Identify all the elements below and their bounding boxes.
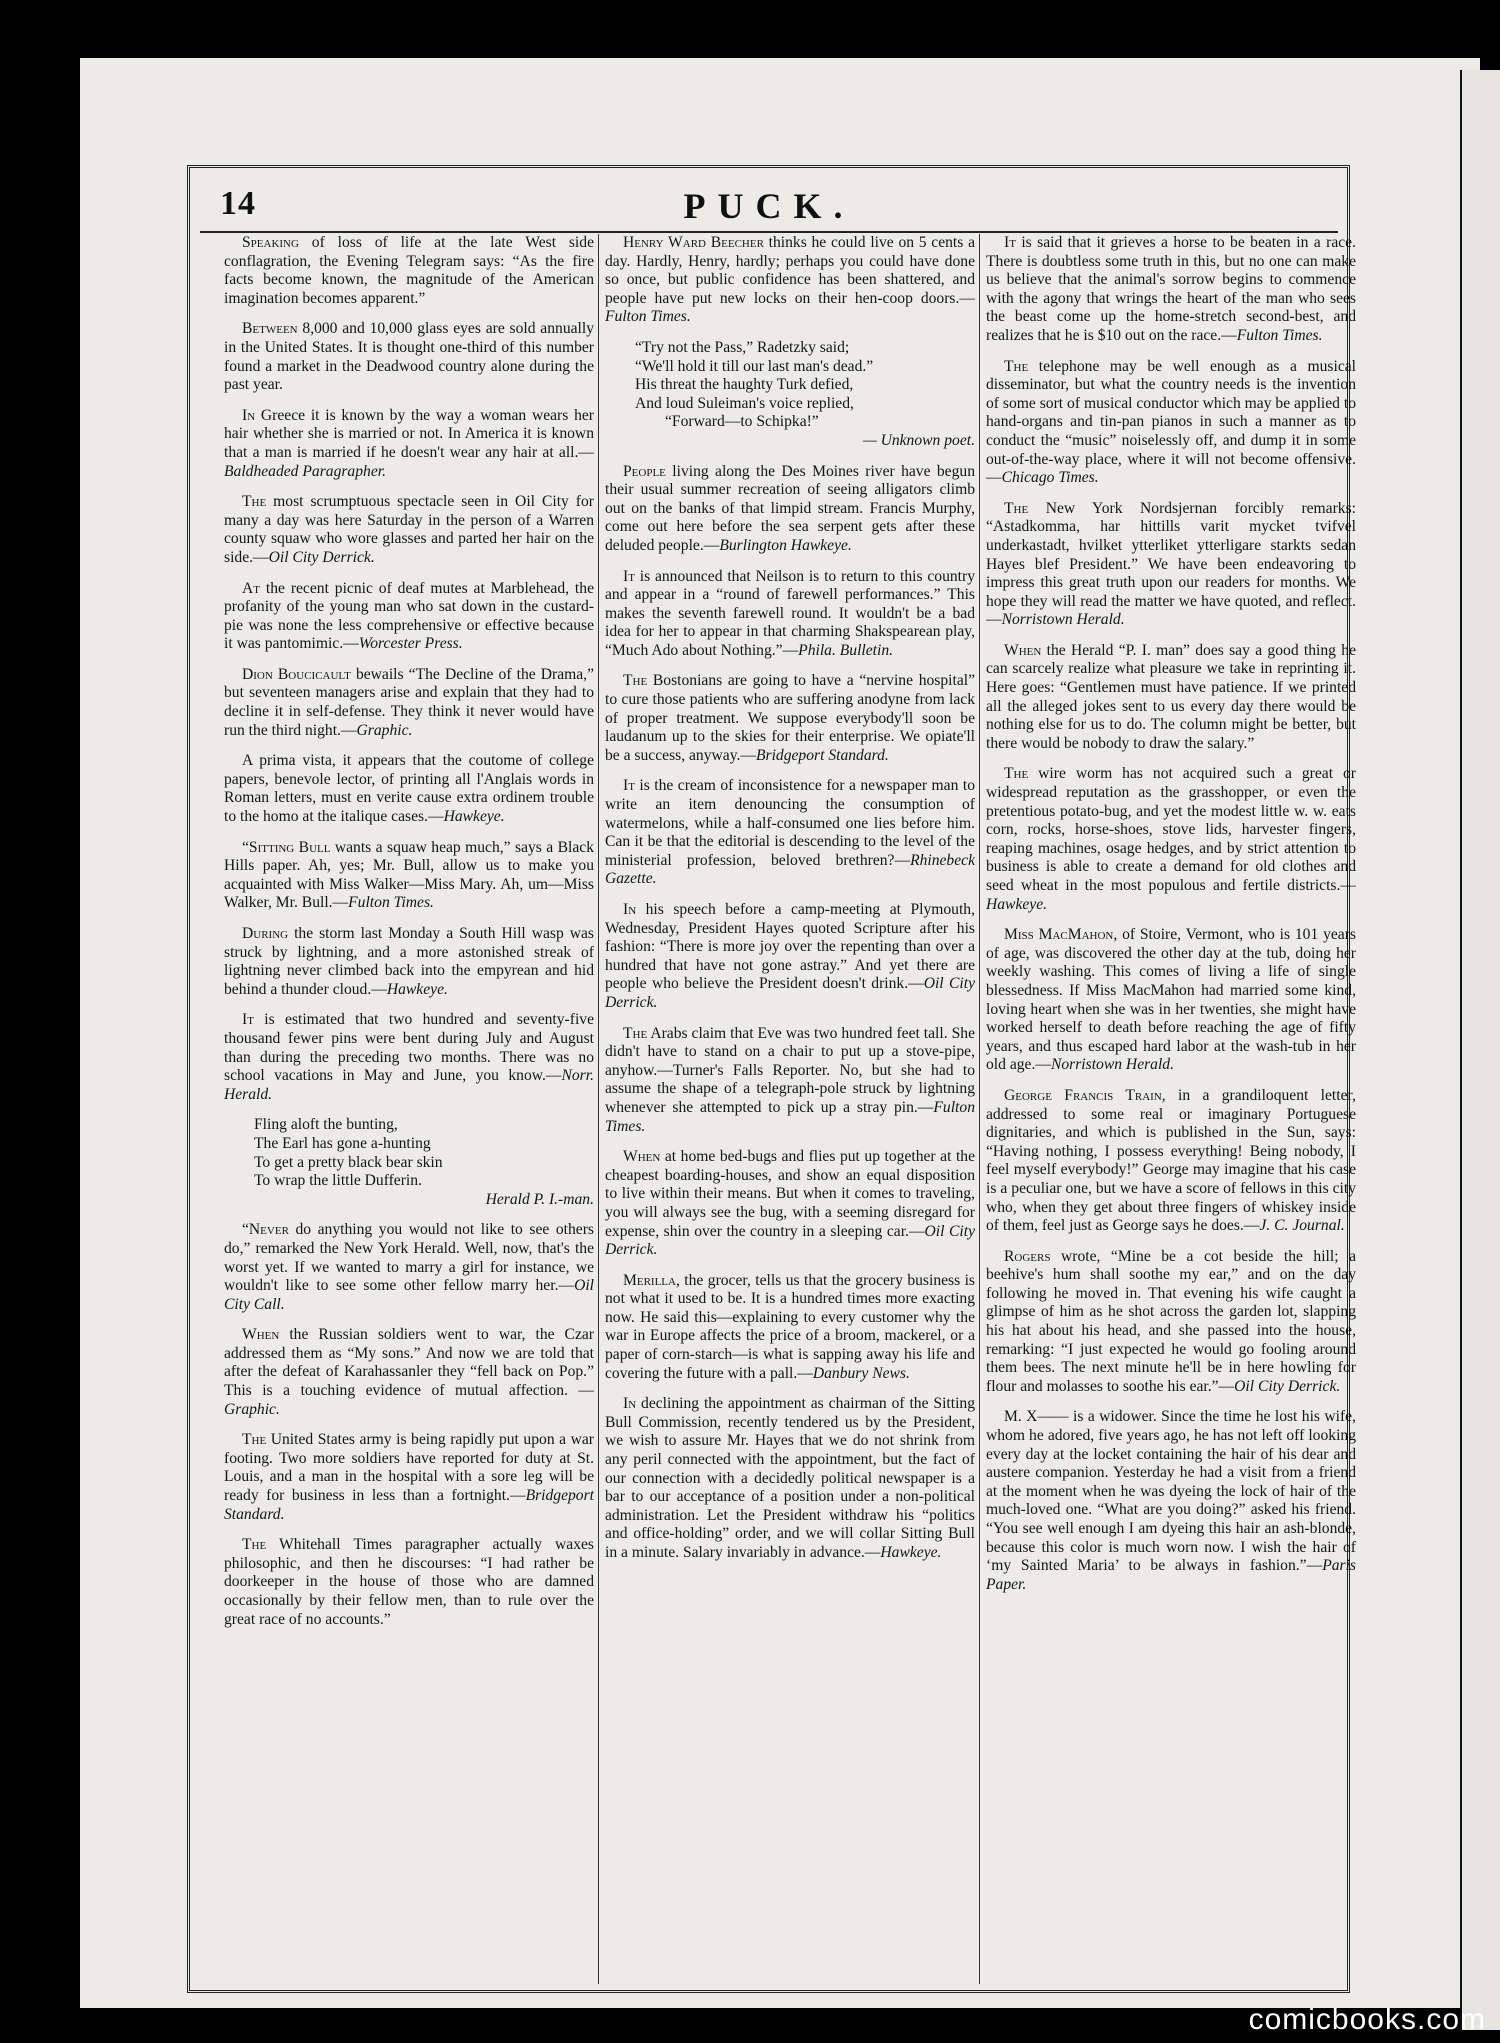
item-lead: The <box>1004 357 1029 375</box>
paragraph-item <box>224 407 594 481</box>
paragraph-item <box>605 1148 975 1260</box>
item-text: is said that it grieves a horse to be beaten in a race. There is doubtless some truth in this, but no one can make us believe that the animal's sorrow begins to commence with the agony that wrings the heart of the man who sees the beast come up the home-stretch second-best, and realizes that he is $10 out on the race.— <box>986 234 1356 344</box>
item-source: Baldheaded Paragrapher. <box>224 462 386 480</box>
item-source: Bridgeport Standard. <box>224 1487 594 1523</box>
poem-line: To wrap the little Dufferin. <box>254 1172 422 1190</box>
paragraph-item <box>224 493 594 567</box>
item-lead: People <box>623 462 666 480</box>
item-lead: The <box>1004 765 1029 783</box>
item-text: Bostonians are going to have a “nervine hospital” to cure those patients who are suffering anodyne from lack of proper treatment. We suppose everybody'll soon be laudanum up to the skies for their enterprise. We opiate'll be a success, anyway.— <box>605 672 975 764</box>
item-text: wants a squaw heap much,” says a Black Hills paper. Ah, yes; Mr. Bull, allow us to make you acquainted with Miss Walker—Miss Mary. Ah, um—Miss Walker, Mr. Bull.— <box>224 838 594 912</box>
paragraph-item <box>224 839 594 913</box>
item-text: A prima vista, it appears that the coutome of college papers, benevole lector, of printing all l'Anglais words in Roman letters, must en verite cause extra ordinem trouble to the homo at the italique cases.— <box>224 752 594 826</box>
item-text: telephone may be well enough as a musical disseminator, but what the country needs is the invention of some sort of musical conductor which may be applied to hand-organs and tin-pan pianos in such a manner as to conduct the “music” noiselessly off, and dump it in some out-of-the-way place, where it will not become offensive.— <box>986 357 1356 487</box>
paragraph-item <box>605 1272 975 1384</box>
item-text: of Stoire, Vermont, who is 101 years of age, was discovered the other day at the tub, doing her weekly washing. This comes of living a life of single blessedness. If Miss MacMahon had married some kind, loving heart when she was in her twenties, she might have worked herself to death before reaching the age of fifty years, and thus escaped hard labor at the wash-tub in her old age.— <box>986 926 1356 1074</box>
item-text: at home bed-bugs and flies put up together at the cheapest boarding-houses, and show an equal disposition to live within their means. But when it comes to traveling, you will always see the bug, with a seeming disregard for expense, shin over the country in a sleeping car.— <box>605 1148 975 1240</box>
masthead-title: PUCK. <box>683 186 855 226</box>
column-divider <box>979 234 980 1984</box>
poem <box>605 339 975 451</box>
item-text: New York Nordsjernan forcibly remarks: “Astadkomma, har hittills varit mycket tvifvel underkastadt, hvilket ytterliket ytterligare starkts sedan Hayes blef President.” We have been endeavoring to impress this great truth upon our readers for months. We hope they will read the matter we have quoted, and reflect.— <box>986 499 1356 629</box>
item-lead: George Francis Train, <box>1004 1086 1166 1104</box>
paragraph-item <box>986 926 1356 1075</box>
poem <box>224 1116 594 1209</box>
item-lead: In <box>623 901 637 918</box>
paragraph-item <box>224 234 594 308</box>
header-rule <box>200 231 1338 233</box>
item-lead: Henry Ward Beecher <box>623 234 764 251</box>
item-source: Hawkeye. <box>986 895 1048 913</box>
item-source: Graphic. <box>356 721 413 739</box>
item-text: of loss of life at the late West side conflagration, the Evening Telegram says: “As the fire facts become known, the magnitude of the American imagination becomes apparent.” <box>224 234 594 307</box>
item-source: Norr. Herald. <box>224 1067 594 1103</box>
paragraph-item <box>986 642 1356 754</box>
paragraph-item <box>224 666 594 740</box>
paragraph-item <box>986 1408 1356 1594</box>
item-lead: The <box>623 672 648 690</box>
item-lead: When <box>623 1148 661 1166</box>
paragraph-item <box>605 1395 975 1562</box>
item-text: wire worm has not acquired such a great or widespread reputation as the grasshopper, or even the pretentious potato-bug, and yet the modest little w. w. eats corn, rocks, horse-shoes, stove lids, harvester fingers, reaping machines, osage hedges, and by strict attention to business is able to create a demand for old clothes and seed wheat in the most populous and fertile districts.— <box>986 765 1356 894</box>
item-source: Bridgeport Standard. <box>755 746 889 764</box>
item-lead: During <box>242 925 289 942</box>
item-source: Hawkeye. <box>443 808 505 826</box>
paragraph-item <box>224 1011 594 1104</box>
watermark: comicbooks.com <box>1248 2003 1486 2036</box>
item-text: 8,000 and 10,000 glass eyes are sold annually in the United States. It is thought one-third of this number found a market in the Deadwood country alone during the past year. <box>224 320 594 394</box>
paragraph-item <box>605 463 975 556</box>
item-text: United States army is being rapidly put upon a war footing. Two more soldiers have reported for duty at St. Louis, and a man in the hospital with a sore leg will be ready for business in less than a fortnight.— <box>224 1431 594 1505</box>
item-source: Oil City Call. <box>224 1277 594 1313</box>
item-lead: The <box>623 1024 648 1042</box>
paragraph-item <box>224 1431 594 1524</box>
item-source: Phila. Bulletin. <box>798 641 894 659</box>
item-source: Rhinebeck Gazette. <box>605 851 975 888</box>
item-source: Burlington Hawkeye. <box>719 536 852 554</box>
item-lead: “Never <box>242 1221 289 1239</box>
item-source: Paris Paper. <box>986 1557 1356 1593</box>
item-source: Worcester Press. <box>358 635 463 653</box>
column-3 <box>986 234 1356 1984</box>
item-text: thinks he could live on 5 cents a day. Hardly, Henry, hardly; perhaps you could have done so once, but public confidence has been shattered, and people have put new locks on their hen-coop doors.— <box>605 234 975 307</box>
poem-line: The Earl has gone a-hunting <box>254 1134 431 1152</box>
item-text: wrote, “Mine be a cot beside the hill; a beehive's hum shall soothe my ear,” and on the day following he moved in. That evening his wife caught a glimpse of him as he shot across the garden lot, slapping his hat about his head, and she passed into the house, remarking: “I just expected he would go fooling around them bees. The next minute he'll be in here howling for flour and molasses to soothe his ear.”— <box>986 1247 1356 1395</box>
item-lead: Miss MacMahon, <box>1004 926 1118 944</box>
item-source: Norristown Herald. <box>1001 611 1125 629</box>
item-text: the Herald “P. I. man” does say a good thing he can scarcely realize what pleasure we take in reprinting it. Here goes: “Gentlemen must have patience. If we printed all the alleged jokes sent to us every day there would be nothing else for us to do. The column might be better, but there would be nobody to draw the salary.” <box>986 641 1356 752</box>
item-text: is estimated that two hundred and seventy-five thousand fewer pins were bent during July and August than during the preceding two months. There was no school vacations in May and June, you know.— <box>224 1011 594 1085</box>
paragraph-item <box>224 320 594 394</box>
paragraph-item <box>224 925 594 999</box>
paragraph-item <box>605 672 975 765</box>
item-text: his speech before a camp-meeting at Plymouth, Wednesday, President Hayes quoted Scripture after his fashion: “There is more joy over the repenting than over a hundred that have not gone astray.” And yet there are people who believe the President doesn't drink.— <box>605 901 975 993</box>
item-lead: The <box>242 493 267 511</box>
paragraph-item <box>986 1087 1356 1236</box>
poem-attribution: — Unknown poet. <box>862 431 975 449</box>
item-lead: In <box>242 406 256 424</box>
item-lead: The <box>1004 499 1029 517</box>
poem-line: “Try not the Pass,” Radetzky said; <box>635 338 850 356</box>
item-lead: The <box>242 1431 267 1449</box>
paragraph-item <box>605 234 975 327</box>
item-source: Graphic. <box>224 1400 280 1418</box>
poem-line: And loud Suleiman's voice replied, <box>635 394 854 412</box>
item-text: Whitehall Times paragrapher actually waxes philosophic, and then he discourses: “I had rather be doorkeeper in the house of those who are damned occasionally by their fellow men, than to rule over the great race of no accounts.” <box>224 1536 594 1628</box>
item-text: bewails “The Decline of the Drama,” but seventeen managers arise and explain that they had to decline it in self-defense. They think it never would have run the third night.— <box>224 665 594 739</box>
poem-line: Fling aloft the bunting, <box>254 1116 398 1134</box>
item-source: Fulton Times. <box>605 1098 975 1135</box>
paragraph-item <box>605 777 975 889</box>
poem-line: His threat the haughty Turk defied, <box>635 376 854 394</box>
paragraph-item <box>605 568 975 661</box>
paragraph-item <box>986 1248 1356 1397</box>
item-lead: Merilla, <box>623 1271 680 1289</box>
item-text: is a widower. Since the time he lost his wife, whom he adored, five years ago, he has not left off looking every day at the locket containing the hair of his dear and austere companion. Yesterday he had a visit from a friend at the moment when he was dyeing the lock of hair of the much-loved one. “What are you doing?” asked his friend. “You see well enough I am dyeing this hair an ash-blonde, because this color is much worn now. I wish the hair of ‘my Sainted Maria’ to be always in fashion.”— <box>986 1408 1356 1575</box>
item-source: Danbury News. <box>812 1364 910 1382</box>
item-lead: It <box>242 1011 254 1029</box>
item-source: Hawkeye. <box>386 980 448 998</box>
item-source: Oil City Derrick. <box>605 975 975 1011</box>
item-text: the Russian soldiers went to war, the Czar addressed them as “My sons.” And now we are told that after the defeat of Karahassanler they “fell back on Pop.” This is a touching evidence of mutual affection. — <box>224 1326 594 1400</box>
paragraph-item <box>605 901 975 1013</box>
poem-line: “We'll hold it till our last man's dead.” <box>635 357 874 375</box>
page-number: 14 <box>220 185 256 222</box>
item-lead: At <box>242 579 260 597</box>
item-text: Greece it is known by the way a woman wears her hair whether she is married or not. In America it is known that a man is married if he doesn't wear any hair at all.— <box>224 406 594 461</box>
item-source: Oil City Derrick. <box>1234 1377 1341 1395</box>
poem-line: To get a pretty black bear skin <box>254 1153 443 1171</box>
item-text: the recent picnic of deaf mutes at Marblehead, the profanity of the young man who sat down in the custard-pie was none the less comprehensive or effective because it was pantomimic.— <box>224 579 594 653</box>
item-text: is announced that Neilson is to return to this country and appear in a “round of farewell performances.” This makes the seventh farewell round. It wouldn't be a bad idea for her to appear in that charming Shakspearean play, “Much Ado about Nothing.”— <box>605 567 975 659</box>
item-lead: It <box>623 777 635 795</box>
item-text: the storm last Monday a South Hill wasp was struck by lightning, and a more astonished streak of lightning never climbed back into the empyrean and hid behind a thunder cloud.— <box>224 925 594 998</box>
item-lead: Rogers <box>1004 1247 1051 1265</box>
page-header <box>200 185 1338 230</box>
item-text: the grocer, tells us that the grocery business is not what it used to be. It is a hundred times more exacting now. He said this—explaining to every customer why the war in Europe affects the price of a broom, mackerel, or a paper of corn-starch—is what is sapping away his life and covering the future with a pall.— <box>605 1271 975 1382</box>
paragraph-item <box>986 358 1356 488</box>
item-source: Fulton Times. <box>605 308 691 326</box>
item-text: is the cream of inconsistence for a newspaper man to write an item denouncing the consumption of watermelons, while a half-consumed one lies before him. Can it be that the editorial is descending to the level of the ministerial profession, beloved brethren?— <box>605 777 975 869</box>
column-divider <box>598 234 599 1984</box>
paragraph-item <box>605 1025 975 1137</box>
paragraph-item <box>224 1536 594 1629</box>
facing-page-edge <box>1460 70 1500 2030</box>
item-text: do anything you would not like to see others do,” remarked the New York Herald. Well, now, that's the worst yet. If we wanted to marry a girl for instance, we wouldn't like to see some other fellow marry her.— <box>224 1221 594 1295</box>
item-lead: It <box>623 567 635 585</box>
item-source: Fulton Times. <box>348 894 434 912</box>
item-source: J. C. Journal. <box>1259 1217 1345 1235</box>
item-text: in a grandiloquent letter, addressed to some real or imaginary Portuguese dignitaries, and which is published in the Sun, says: “Having nothing, I possess everything! Being nobody, I feel myself everybody!” George may imagine that his case is a peculiar one, but we have a score of fellows in this city who, when they get about three fingers of whiskey inside of them, feel just as George says he does.— <box>986 1086 1356 1235</box>
item-lead: When <box>242 1326 280 1344</box>
item-lead: “Sitting Bull <box>242 838 331 856</box>
item-lead: M. X—— <box>1004 1408 1069 1426</box>
item-lead: It <box>1004 234 1016 251</box>
paragraph-item <box>224 1326 594 1419</box>
paragraph-item <box>224 1221 594 1314</box>
item-lead: Speaking <box>242 234 299 251</box>
paragraph-item <box>986 765 1356 914</box>
item-source: Hawkeye. <box>880 1544 942 1561</box>
item-lead: When <box>1004 641 1042 659</box>
column-2 <box>605 234 975 1984</box>
item-text: living along the Des Moines river have begun their usual summer recreation of seeing alligators climb out on the banks of that limpid stream. Francis Murphy, come out here before the sea serpent gets after these deluded people.— <box>605 462 975 554</box>
paragraph-item <box>224 580 594 654</box>
item-source: Chicago Times. <box>1001 469 1099 487</box>
paragraph-item <box>224 752 594 826</box>
poem-line: “Forward—to Schipka!” <box>665 413 819 431</box>
paragraph-item <box>986 500 1356 630</box>
item-source: Norristown Herald. <box>1050 1056 1175 1074</box>
item-lead: In <box>623 1395 637 1413</box>
column-1 <box>224 234 594 1984</box>
item-lead: Dion Boucicault <box>242 665 351 683</box>
item-lead: Between <box>242 320 298 338</box>
item-source: Fulton Times. <box>1236 326 1323 344</box>
paragraph-item <box>986 234 1356 346</box>
item-text: most scrumptuous spectacle seen in Oil City for many a day was here Saturday in the person of a Warren county squaw who wore glasses and parted her hair on the side.— <box>224 493 594 566</box>
item-text: declining the appointment as chairman of the Sitting Bull Commission, recently tendered us by the President, we wish to assure Mr. Hayes that we do not shrink from any peril connected with the appointment, but the fact of our connection with a decidedly political newspaper is a bar to our acceptance of a position under a non-political administration. Let the President withdraw his “politics and office-holding” order, and we will collar Sitting Bull in a minute. Salary invariably in advance.— <box>605 1395 975 1561</box>
poem-attribution: Herald P. I.-man. <box>485 1190 594 1208</box>
item-source: Oil City Derrick. <box>605 1222 975 1259</box>
item-source: Oil City Derrick. <box>268 548 375 566</box>
item-text: Arabs claim that Eve was two hundred feet tall. She didn't have to stand on a chair to put up a stove-pipe, anyhow.—Turner's Falls Reporter. No, but she had to assume the shape of a telegraph-pole struck by lightning whenever she attempted to pick up a stray pin.— <box>605 1024 975 1116</box>
item-lead: The <box>242 1536 267 1554</box>
